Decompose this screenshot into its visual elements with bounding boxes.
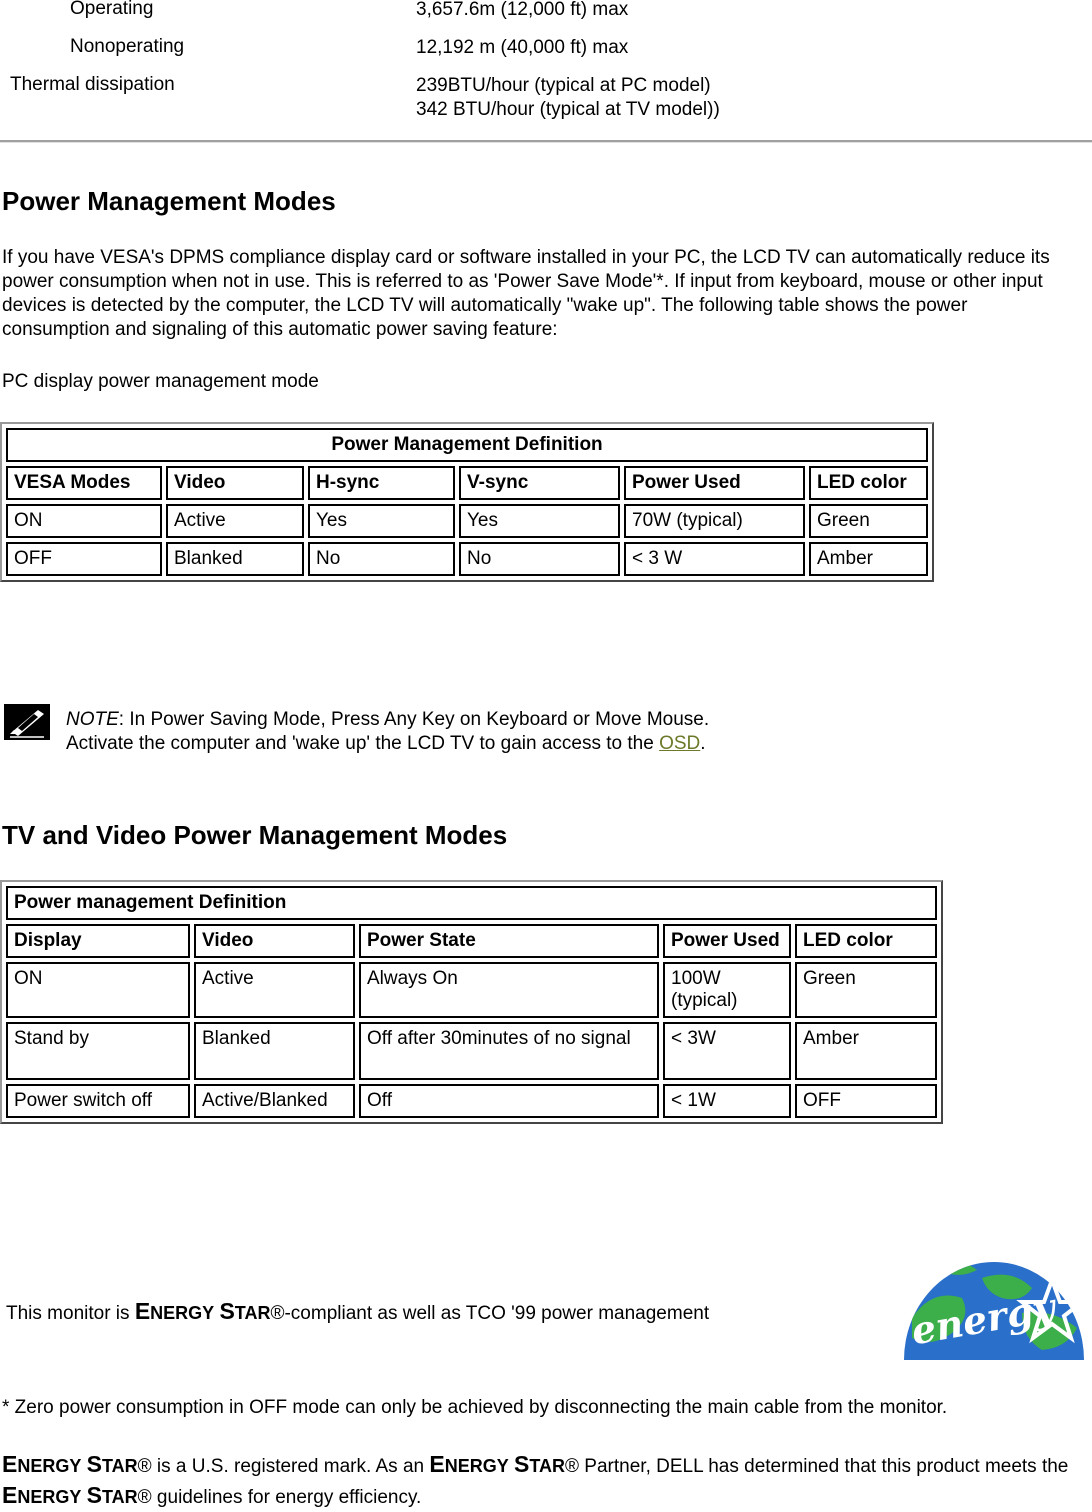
table-cell: OFF <box>6 542 162 576</box>
energy-reg: ® <box>565 1456 580 1477</box>
table-cell: Amber <box>809 542 928 576</box>
table-header: Display <box>6 924 190 958</box>
table-row <box>6 1084 937 1118</box>
table-header: Video <box>166 466 304 500</box>
trademark-part2: Partner, DELL has determined that this product meets the <box>579 1456 1069 1477</box>
tv-power-title: TV and Video Power Management Modes <box>2 820 508 850</box>
table-cell: 100W (typical) <box>663 962 791 1018</box>
table-cell: OFF <box>795 1084 937 1118</box>
table-cell: No <box>459 542 620 576</box>
pc-mode-subtitle: PC display power management mode <box>2 371 319 392</box>
energy-s: S <box>86 1451 102 1477</box>
nonoperating-value: 12,192 m (40,000 ft) max <box>416 37 629 58</box>
energy-nergy: NERGY <box>150 1303 215 1323</box>
table-row <box>6 1022 937 1080</box>
footnote: * Zero power consumption in OFF mode can only be achieved by disconnecting the main cable from the monitor. <box>2 1397 948 1418</box>
table-cell: < 1W <box>663 1084 791 1118</box>
table-cell: Amber <box>795 1022 937 1080</box>
trademark-part1: is a U.S. registered mark. As an <box>151 1456 430 1477</box>
table-header: Video <box>194 924 355 958</box>
trademark-part3: guidelines for energy efficiency. <box>151 1487 422 1508</box>
energy-tar: TAR <box>101 1487 138 1507</box>
table-cell: Blanked <box>194 1022 355 1080</box>
energy-nergy: NERGY <box>444 1456 509 1476</box>
table-cell: 70W (typical) <box>624 504 805 538</box>
table-header: Power Used <box>624 466 805 500</box>
table-header: LED color <box>809 466 928 500</box>
note-pencil-icon <box>4 704 50 740</box>
note-line2: Activate the computer and 'wake up' the LCD TV to gain access to the <box>66 733 660 754</box>
table-row <box>6 542 928 576</box>
energy-reg: ® <box>137 1487 152 1508</box>
table-header: Power State <box>359 924 659 958</box>
pc-power-table <box>0 422 934 582</box>
table-cell: ON <box>6 962 190 1018</box>
table-cell: Stand by <box>6 1022 190 1080</box>
note-text <box>66 708 709 756</box>
table-cell: Green <box>795 962 937 1018</box>
table-row <box>6 962 937 1018</box>
table-header: H-sync <box>308 466 455 500</box>
energy-logo-text: energy <box>907 1283 1059 1354</box>
energy-prefix: This monitor is <box>6 1303 130 1324</box>
power-management-intro: If you have VESA's DPMS compliance display card or software installed in your PC, the LCD TV can automatically reduce its power consumption when not in use. This is referred to as 'Power Save Mode'*. If input from keyboard, mouse or other input devices is detected by the computer, the LCD TV will automatically "wake up". The following table shows the power consumption and signaling of this automatic power saving feature: <box>2 247 1050 340</box>
table-cell: ON <box>6 504 162 538</box>
table-cell: Active/Blanked <box>194 1084 355 1118</box>
energy-nergy: NERGY <box>17 1487 82 1507</box>
note-label: NOTE <box>66 709 119 730</box>
table-row <box>6 504 928 538</box>
pc-table-caption: Power Management Definition <box>6 428 928 462</box>
osd-link[interactable]: OSD <box>659 733 701 754</box>
energy-reg: ® <box>270 1303 285 1324</box>
table-header: VESA Modes <box>6 466 162 500</box>
energy-suffix: -compliant as well as TCO '99 power management <box>284 1303 710 1324</box>
thermal-label: Thermal dissipation <box>10 74 175 95</box>
operating-label: Operating <box>70 0 154 19</box>
table-cell: Active <box>194 962 355 1018</box>
tv-power-table <box>0 880 943 1124</box>
tv-table-caption: Power management Definition <box>6 886 937 920</box>
energy-nergy: NERGY <box>17 1456 82 1476</box>
energy-s: S <box>86 1482 102 1508</box>
table-cell: < 3 W <box>624 542 805 576</box>
table-cell: Power switch off <box>6 1084 190 1118</box>
operating-value: 3,657.6m (12,000 ft) max <box>416 0 629 20</box>
table-header: V-sync <box>459 466 620 500</box>
section-divider <box>0 140 1092 143</box>
note-end: . <box>700 733 706 754</box>
energy-tar: TAR <box>101 1456 138 1476</box>
energy-star-logo <box>902 1258 1086 1362</box>
note-line1: : In Power Saving Mode, Press Any Key on Keyboard or Move Mouse. <box>118 709 710 730</box>
table-cell: < 3W <box>663 1022 791 1080</box>
table-cell: Green <box>809 504 928 538</box>
table-cell: Yes <box>459 504 620 538</box>
thermal-value-1: 239BTU/hour (typical at PC model) <box>416 75 711 96</box>
energy-tar: TAR <box>529 1456 566 1476</box>
energy-e: E <box>2 1451 18 1477</box>
table-cell: Yes <box>308 504 455 538</box>
table-cell: No <box>308 542 455 576</box>
thermal-value-2: 342 BTU/hour (typical at TV model)) <box>416 99 720 120</box>
nonoperating-label: Nonoperating <box>70 36 185 57</box>
power-management-title: Power Management Modes <box>2 186 336 216</box>
energy-star-statement <box>6 1298 709 1325</box>
table-cell: Blanked <box>166 542 304 576</box>
table-header: Power Used <box>663 924 791 958</box>
table-cell: Off <box>359 1084 659 1118</box>
energy-e: E <box>429 1451 445 1477</box>
energy-e: E <box>134 1298 151 1324</box>
table-cell: Off after 30minutes of no signal <box>359 1022 659 1080</box>
energy-e: E <box>2 1482 18 1508</box>
table-cell: Always On <box>359 962 659 1018</box>
table-cell: Active <box>166 504 304 538</box>
energy-tar: TAR <box>234 1303 271 1323</box>
energy-reg: ® <box>137 1456 152 1477</box>
energy-s: S <box>514 1451 530 1477</box>
table-header: LED color <box>795 924 937 958</box>
energy-s: S <box>219 1298 235 1324</box>
